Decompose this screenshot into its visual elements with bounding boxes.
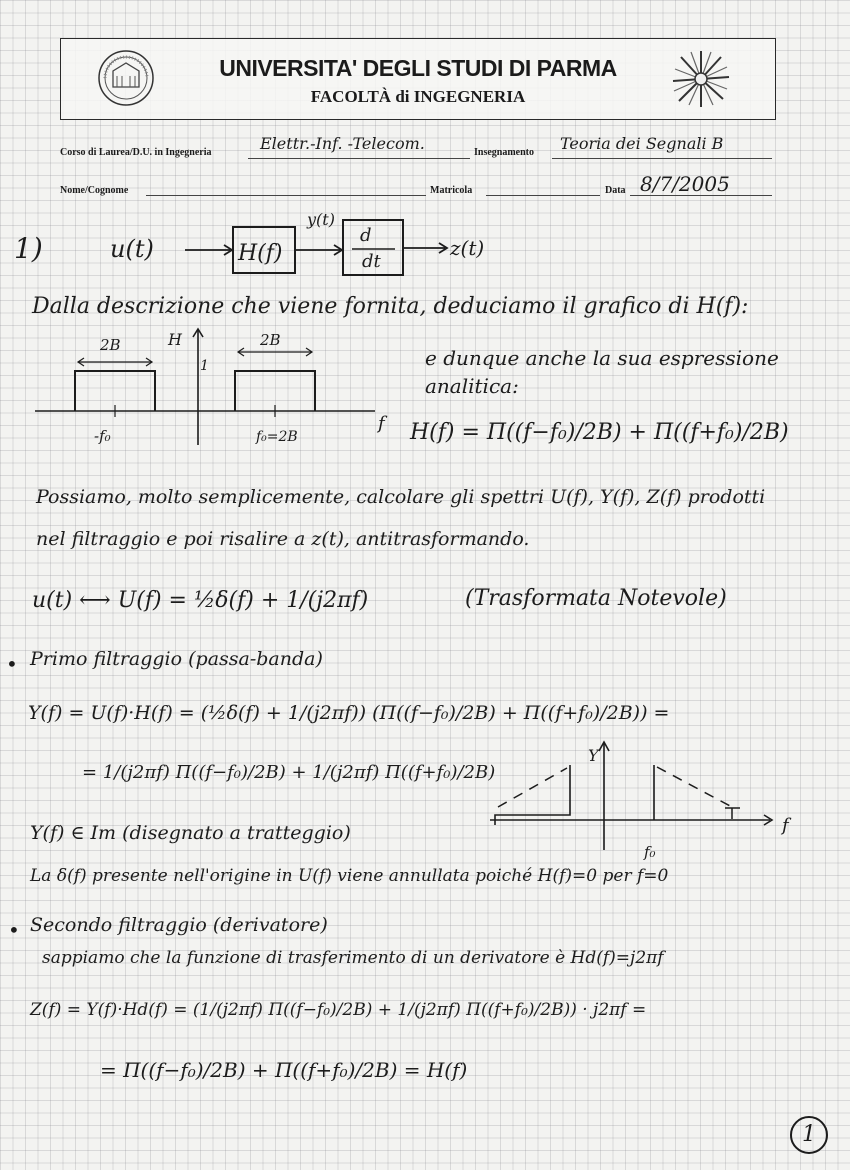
page-number-circle <box>790 1116 828 1154</box>
matricola-line[interactable] <box>486 195 600 196</box>
date-value[interactable]: 8/7/2005 <box>640 172 730 196</box>
text-line-3b: nel filtraggio e poi risalire a z(t), antitrasformando. <box>36 528 530 550</box>
page-number: 1 <box>802 1122 816 1147</box>
mid-signal: y(t) <box>307 210 335 229</box>
graph1-neg-tick: -f₀ <box>94 427 111 445</box>
equation-Z-line2: = Π((f−f₀)/2B) + Π((f+f₀)/2B) = H(f) <box>100 1058 468 1082</box>
bullet-2-text: Secondo filtraggio (derivatore) <box>30 914 328 936</box>
text-delta: La δ(f) presente nell'origine in U(f) viene annullata poiché H(f)=0 per f=0 <box>30 866 669 886</box>
matricola-label: Matricola <box>430 185 473 196</box>
faculty-name: FACOLTÀ di INGEGNERIA <box>310 87 526 106</box>
name-label: Nome/Cognome <box>60 185 129 196</box>
text-derivative: sappiamo che la funzione di trasferimento di un derivatore è Hd(f)=j2πf <box>42 948 664 968</box>
letterhead-box <box>60 38 776 120</box>
subject-value[interactable]: Teoria dei Segnali B <box>560 134 724 153</box>
deriv-den: dt <box>362 251 381 272</box>
equation-Y-line2: = 1/(j2πf) Π((f−f₀)/2B) + 1/(j2πf) Π((f+f₀)/2B) <box>82 762 496 783</box>
output-signal: z(t) <box>450 236 485 260</box>
block1-label: H(f) <box>238 241 283 266</box>
equation-U: u(t) ⟷ U(f) = ½δ(f) + 1/(j2πf) <box>32 588 369 613</box>
input-signal: u(t) <box>110 235 154 263</box>
subject-line <box>552 158 772 159</box>
graph1-width-right: 2B <box>260 331 281 349</box>
name-line[interactable] <box>146 195 426 196</box>
graph-H <box>30 325 400 455</box>
text-line-2b: analitica: <box>425 374 519 398</box>
subject-label: Insegnamento <box>474 147 535 158</box>
equation-Z-line1: Z(f) = Y(f)·Hd(f) = (1/(j2πf) Π((f−f₀)/2B) + 1/(j2πf) Π((f+f₀)/2B)) · j2πf = <box>30 1000 647 1020</box>
bullet-1-text: Primo filtraggio (passa-banda) <box>30 648 323 670</box>
bullet-2-marker: • <box>8 918 20 942</box>
equation-Y-line1: Y(f) = U(f)·H(f) = (½δ(f) + 1/(j2πf)) (Π((f−f₀)/2B) + Π((f+f₀)/2B)) = <box>28 702 670 724</box>
graph2-axis: f <box>782 815 789 836</box>
course-value[interactable]: Elettr.-Inf. -Telecom. <box>260 134 425 153</box>
university-name: UNIVERSITA' DEGLI STUDI DI PARMA <box>219 55 617 81</box>
system-block-diagram <box>100 205 520 285</box>
problem-number: 1) <box>14 232 43 265</box>
graph-Y <box>470 735 800 865</box>
faculty-logo <box>669 47 733 111</box>
graph1-ylabel: H <box>168 330 182 349</box>
deriv-num: d <box>360 225 372 246</box>
course-line <box>248 158 470 159</box>
date-label: Data <box>605 185 626 196</box>
text-line-3a: Possiamo, molto semplicemente, calcolare gli spettri U(f), Y(f), Z(f) prodotti <box>36 486 766 508</box>
course-label: Corso di Laurea/D.U. in Ingegneria <box>60 147 212 158</box>
bullet-1-marker: • <box>6 652 18 676</box>
graph1-axis: f <box>378 413 385 434</box>
equation-U-note: (Trasformata Notevole) <box>465 586 727 611</box>
graph1-level: 1 <box>200 358 209 374</box>
text-Y-imaginary: Y(f) ∈ Im (disegnato a tratteggio) <box>30 822 351 844</box>
text-line-2a: e dunque anche la sua espressione <box>425 346 779 370</box>
text-line-1: Dalla descrizione che viene fornita, deduciamo il grafico di H(f): <box>32 294 749 319</box>
graph1-width-left: 2B <box>100 336 121 354</box>
graph2-ylabel: Y <box>588 746 599 765</box>
graph1-pos-tick: f₀=2B <box>256 429 298 445</box>
graph2-tick: f₀ <box>644 843 656 861</box>
equation-H: H(f) = Π((f−f₀)/2B) + Π((f+f₀)/2B) <box>410 420 789 445</box>
